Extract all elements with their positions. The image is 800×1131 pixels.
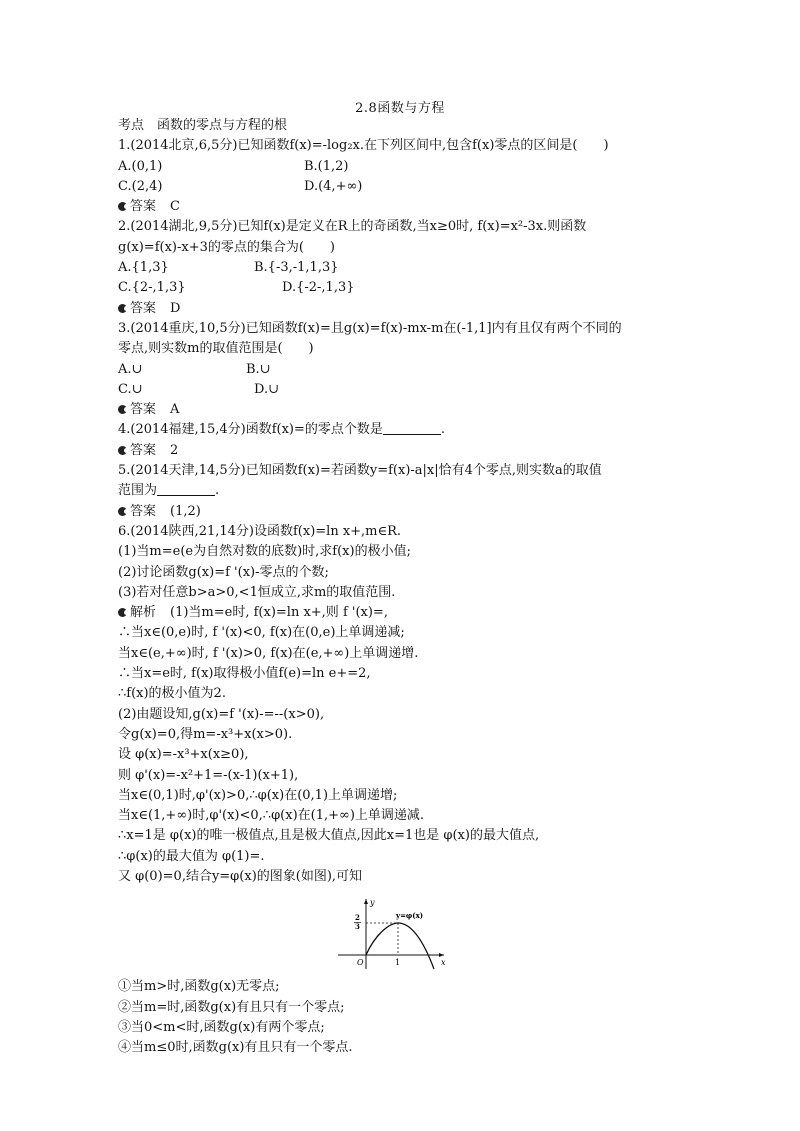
q5-stem-text: 范围为 xyxy=(118,483,158,499)
q2-options-row1 xyxy=(118,258,698,278)
answer-bullet-icon xyxy=(118,405,127,414)
q3-stem-line1: 3.(2014重庆,10,5分)已知函数f(x)=且g(x)=f(x)-mx-m在(-1,1]内有且仅有两个不同的 xyxy=(118,320,622,336)
q2-answer xyxy=(118,299,698,319)
q6-solution-start xyxy=(118,603,698,623)
q3-stem-line2: 零点,则实数m的取值范围是( ) xyxy=(118,341,314,357)
function-graph xyxy=(336,897,448,971)
q6-solution-line7: 令g(x)=0,得m=-x³+x(x>0). xyxy=(118,726,293,742)
x-axis-label: x xyxy=(441,958,446,968)
q4-blank xyxy=(383,422,441,435)
y-tick-denominator: 3 xyxy=(355,922,360,932)
q3-option-b: B.∪ xyxy=(246,361,271,377)
q5-stem-end: . xyxy=(215,483,220,499)
q2-stem-line1: 2.(2014湖北,9,5分)已知f(x)是定义在R上的奇函数,当x≥0时, f(x)=x²-3x.则函数 xyxy=(118,219,587,235)
q4-stem-end: . xyxy=(440,422,446,438)
answer-bullet-icon xyxy=(118,202,127,211)
q6-solution-line6: (2)由题设知,g(x)=f '(x)-=--(x>0), xyxy=(118,706,325,722)
y-tick-numerator: 2 xyxy=(355,913,360,923)
q6-solution-line13: ∴φ(x)的最大值为 φ(1)=. xyxy=(118,848,265,864)
q4-stem-text: 4.(2014福建,15,4分)函数f(x)=的零点个数是 xyxy=(118,422,383,438)
q6-part1: (1)当m=e(e为自然对数的底数)时,求f(x)的极小值; xyxy=(118,544,411,560)
q2-option-c: C.{2-,1,3} xyxy=(118,280,186,296)
q6-solution-line12: ∴x=1是 φ(x)的唯一极值点,且是极大值点,因此x=1也是 φ(x)的最大值点, xyxy=(118,828,540,844)
q3-option-c: C.∪ xyxy=(118,381,143,397)
q6-stem: 6.(2014陕西,21,14分)设函数f(x)=ln x+,m∈R. xyxy=(118,523,402,539)
q6-conclusion-3: ③当0<m<时,函数g(x)有两个零点; xyxy=(118,1019,325,1035)
q6-solution-line11: 当x∈(1,+∞)时,φ'(x)<0,∴φ(x)在(1,+∞)上单调递减. xyxy=(118,808,425,824)
q2-stem-line2: g(x)=f(x)-x+3的零点的集合为( ) xyxy=(118,239,336,255)
q6-part3: (3)若对任意b>a>0,<1恒成立,求m的取值范围. xyxy=(118,584,396,600)
q6-conclusion-1: ①当m>时,函数g(x)无零点; xyxy=(118,979,280,995)
q1-options-row1 xyxy=(118,157,698,177)
q2-option-a: A.{1,3} xyxy=(118,260,169,276)
q1-answer xyxy=(118,197,698,217)
answer-bullet-icon xyxy=(118,507,127,516)
origin-label: O xyxy=(357,958,364,968)
curve-label: y=φ(x) xyxy=(396,911,424,921)
q5-answer-label: 答案 xyxy=(130,503,157,519)
q2-option-b: B.{-3,-1,1,3} xyxy=(254,260,339,276)
q6-solution-line14: 又 φ(0)=0,结合y=φ(x)的图象(如图),可知 xyxy=(118,868,363,884)
q6-solution-label: 解析 xyxy=(130,605,157,621)
q1-option-b: B.(1,2) xyxy=(304,158,349,174)
q3-options-row1 xyxy=(118,360,698,380)
q3-options-row2 xyxy=(118,380,698,400)
q1-option-d: D.(4,+∞) xyxy=(304,178,363,194)
x-axis-arrow-icon xyxy=(439,953,444,957)
q6-solution-line2: ∴当x∈(0,e)时, f '(x)<0, f(x)在(0,e)上单调递减; xyxy=(118,625,405,641)
q3-option-a: A.∪ xyxy=(118,361,143,377)
q5-stem-line1: 5.(2014天津,14,5分)已知函数f(x)=若函数y=f(x)-a|x|恰有4个零点,则实数a的取值 xyxy=(118,463,602,479)
q6-solution-line10: 当x∈(0,1)时,φ'(x)>0,∴φ(x)在(0,1)上单调递增; xyxy=(118,787,398,803)
q4-answer-value: 2 xyxy=(170,442,179,458)
q6-conclusion-2: ②当m=时,函数g(x)有且只有一个零点; xyxy=(118,999,345,1015)
q1-stem: 1.(2014北京,6,5分)已知函数f(x)=-log₂x.在下列区间中,包含f(x)零点的区间是( ) xyxy=(118,138,609,154)
q6-conclusion-4: ④当m≤0时,函数g(x)有且只有一个零点. xyxy=(118,1040,353,1056)
answer-bullet-icon xyxy=(118,304,127,313)
q6-solution-line5: ∴f(x)的极小值为2. xyxy=(118,686,226,702)
q3-answer xyxy=(118,400,698,420)
q6-solution-line4: ∴当x=e时, f(x)取得极小值f(e)=ln e+=2, xyxy=(118,666,371,682)
q3-answer-value: A xyxy=(170,402,180,418)
q3-answer-label: 答案 xyxy=(130,402,157,418)
section-heading: 考点 函数的零点与方程的根 xyxy=(118,118,288,133)
q1-answer-label: 答案 xyxy=(130,199,157,215)
q4-stem xyxy=(118,420,698,440)
solution-bullet-icon xyxy=(118,608,127,617)
q6-solution-line8: 设 φ(x)=-x³+x(x≥0), xyxy=(118,747,249,763)
q1-answer-value: C xyxy=(170,199,180,215)
q5-answer xyxy=(118,502,698,522)
q2-answer-label: 答案 xyxy=(130,300,157,316)
q3-option-d: D.∪ xyxy=(254,381,279,397)
q6-solution-line1: (1)当m=e时, f(x)=ln x+,则 f '(x)=, xyxy=(170,605,388,621)
q1-option-c: C.(2,4) xyxy=(118,178,163,194)
q6-solution-line9: 则 φ'(x)=-x²+1=-(x-1)(x+1), xyxy=(118,767,299,783)
answer-bullet-icon xyxy=(118,446,127,455)
y-axis-arrow-icon xyxy=(364,899,368,904)
q2-options-row2 xyxy=(118,278,698,298)
q5-answer-value: (1,2) xyxy=(170,503,201,519)
y-axis-label: y xyxy=(370,898,375,908)
q2-option-d: D.{-2-,1,3} xyxy=(282,280,355,296)
q6-part2: (2)讨论函数g(x)=f '(x)-零点的个数; xyxy=(118,564,329,580)
x-tick-label: 1 xyxy=(395,958,401,968)
q5-blank xyxy=(157,483,215,496)
q1-option-a: A.(0,1) xyxy=(118,158,163,174)
q6-solution-line3: 当x∈(e,+∞)时, f '(x)>0, f(x)在(e,+∞)上单调递增. xyxy=(118,645,419,661)
q1-options-row2 xyxy=(118,177,698,197)
q2-answer-value: D xyxy=(170,300,181,316)
q4-answer-label: 答案 xyxy=(130,442,157,458)
page-title: 2.8函数与方程 xyxy=(355,101,445,116)
q5-stem-line2 xyxy=(118,481,698,501)
q4-answer xyxy=(118,441,698,461)
document-body xyxy=(118,116,698,1058)
